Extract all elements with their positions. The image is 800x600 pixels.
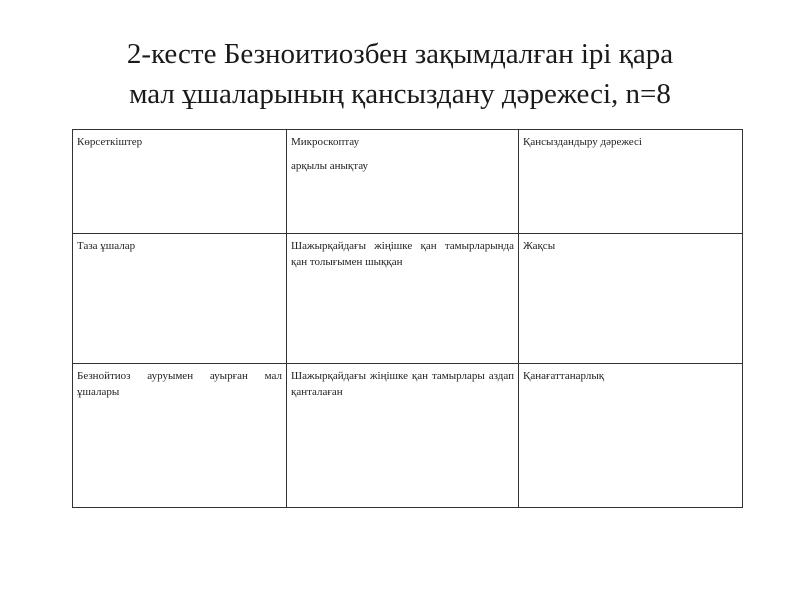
- slide-title-line-1: 2-кесте Безноитиозбен зақымдалған ірі қара: [126, 38, 674, 70]
- row-description: Шажырқайдағы жіңішке қан тамырлары аздап қанталаған: [287, 364, 519, 508]
- row-label: Безнойтиоз ауруымен ауырған мал ұшалары: [73, 364, 287, 508]
- results-table: [72, 129, 743, 508]
- header-microscopy-line-1: Микроскоптау: [291, 136, 360, 148]
- row-degree: Жақсы: [519, 234, 743, 364]
- slide-title-line-2: мал ұшаларының қансыздану дәрежесі, n=8: [129, 78, 671, 110]
- row-description: Шажырқайдағы жіңішке қан тамырларында қан толығымен шыққан: [287, 234, 519, 364]
- row-degree: Қанағаттанарлық: [519, 364, 743, 508]
- header-indicators: Көрсеткіштер: [73, 130, 287, 234]
- table-header-row: [73, 130, 743, 234]
- header-bleeding-degree: Қансыздандыру дәрежесі: [519, 130, 743, 234]
- table-row: [73, 234, 743, 364]
- row-label: Таза ұшалар: [73, 234, 287, 364]
- header-microscopy-line-2: арқылы анықтау: [291, 160, 369, 172]
- table-row: [73, 364, 743, 508]
- slide-title: [0, 34, 800, 114]
- header-microscopy: [287, 130, 519, 234]
